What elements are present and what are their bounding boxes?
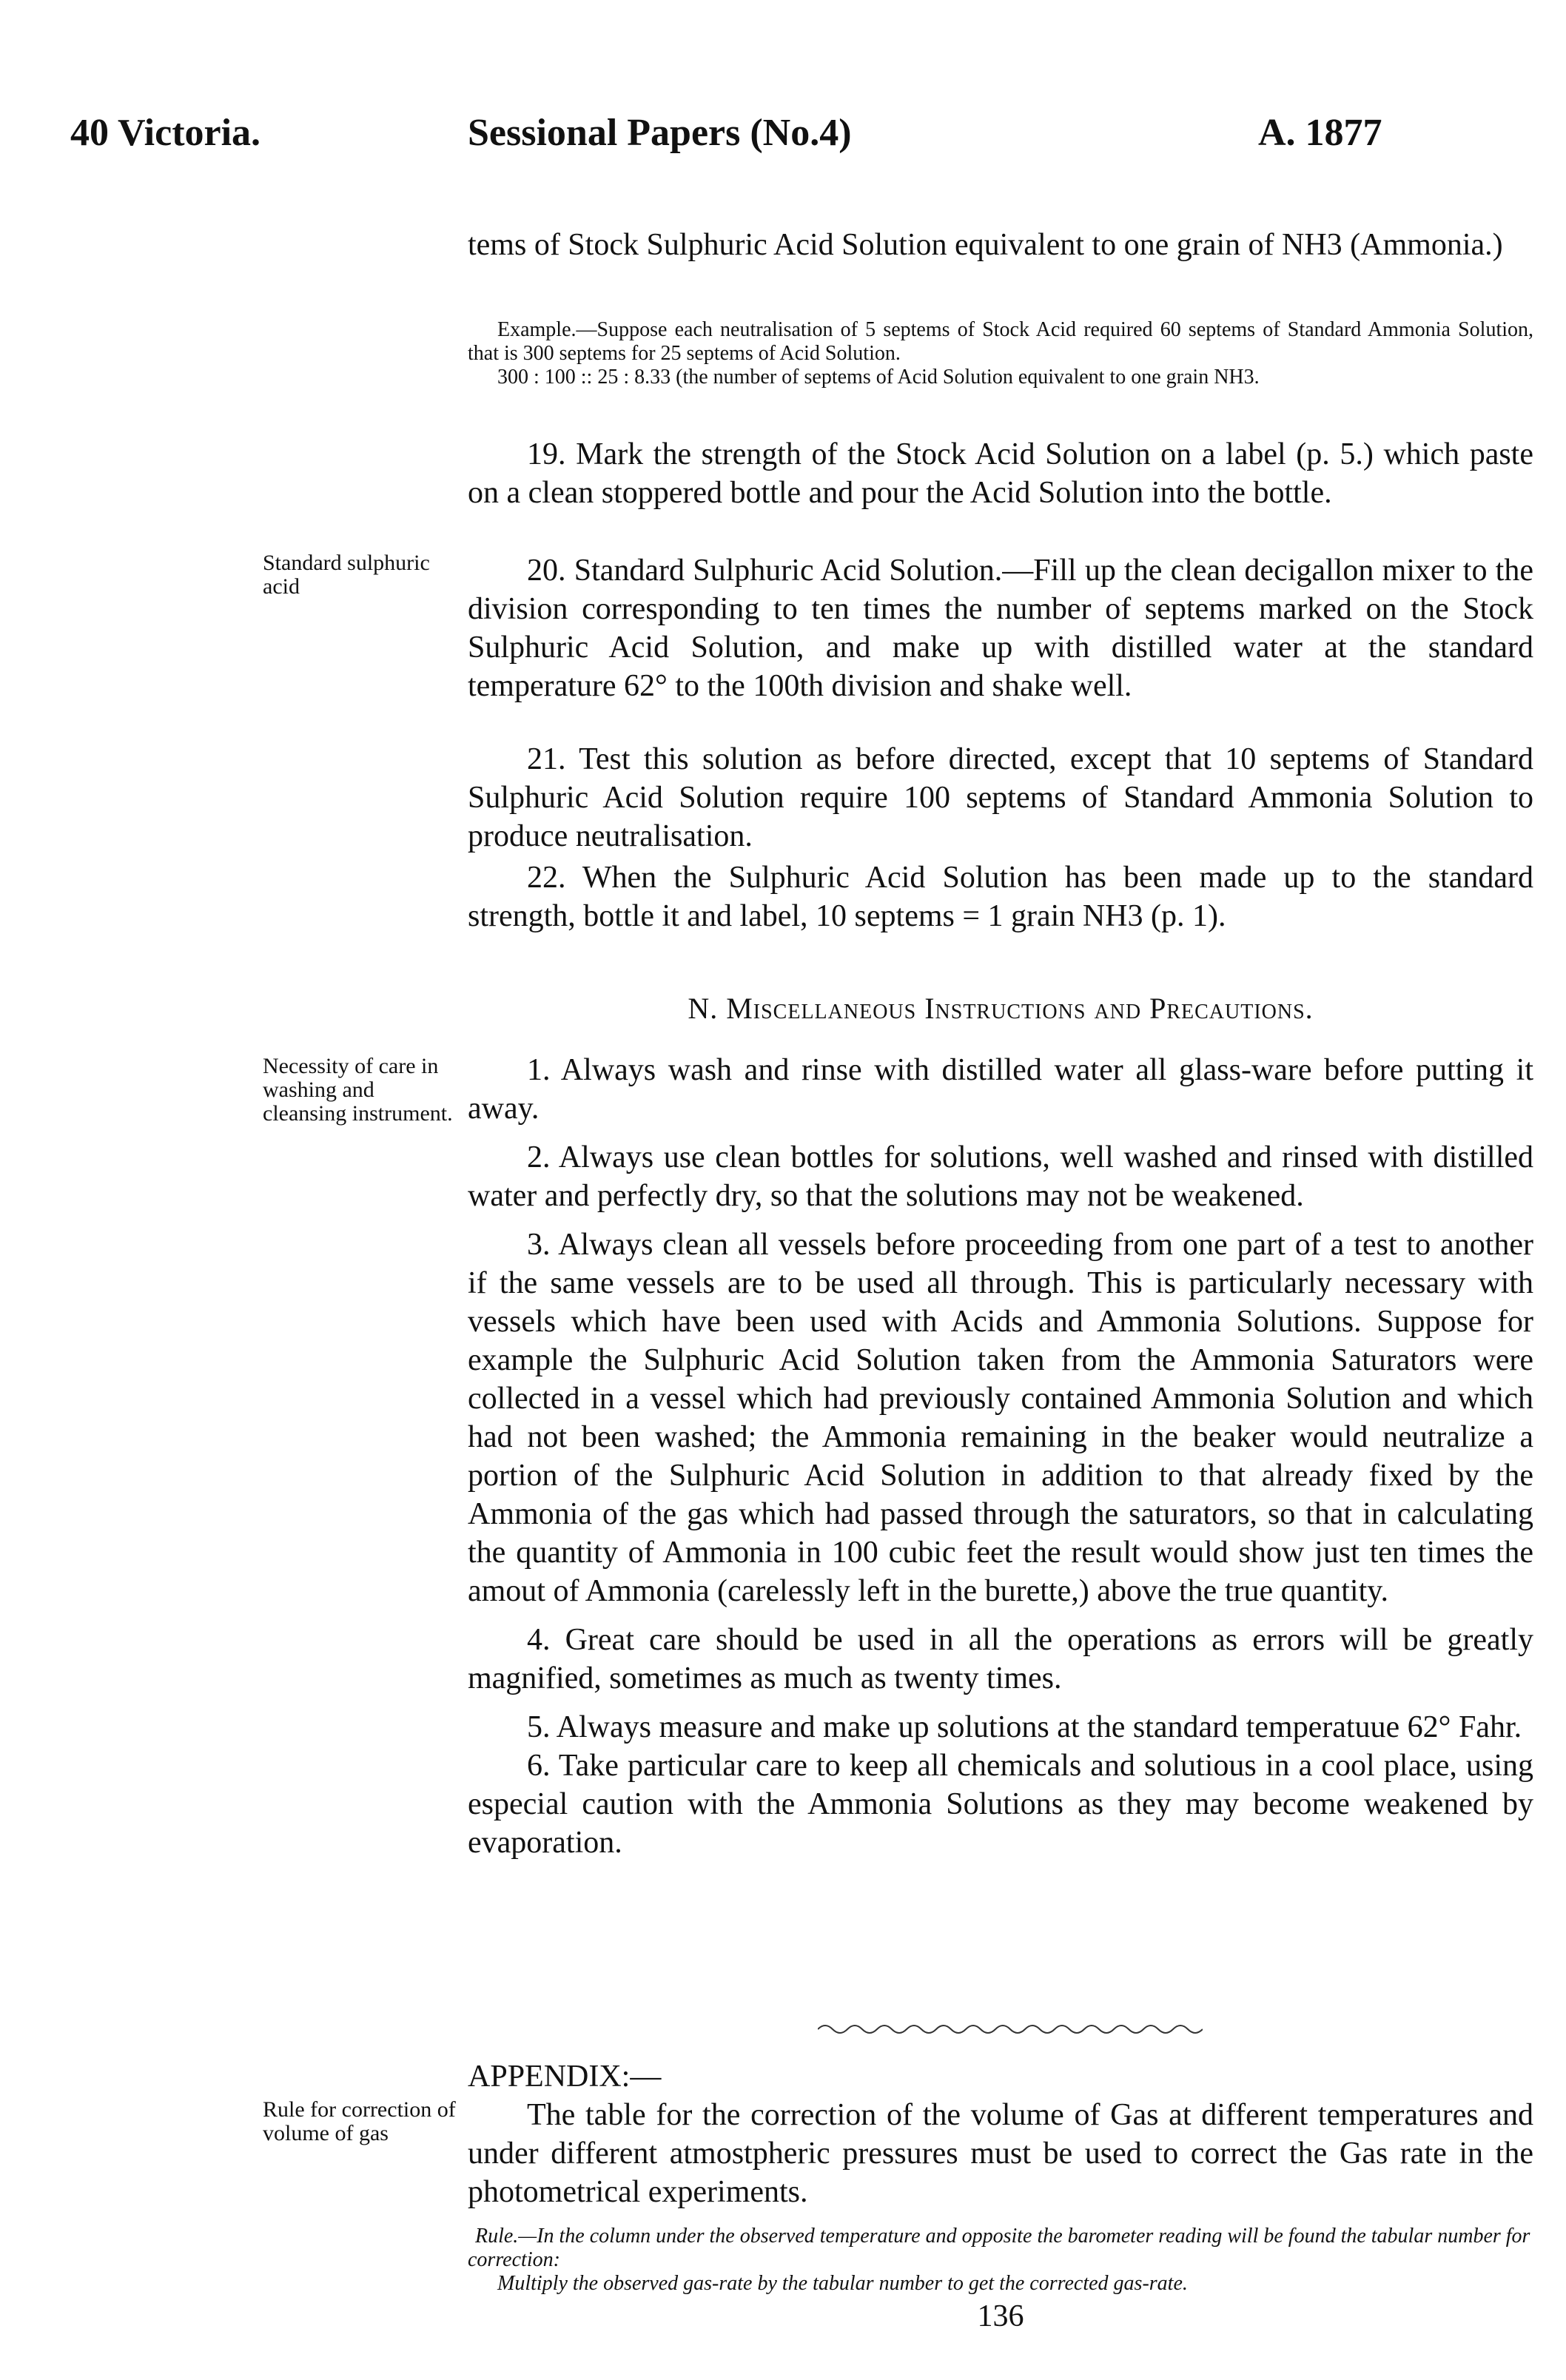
paragraph-m6: 6. Take particular care to keep all chemicals and solutious in a cool place, using especial caution with the Ammonia Solutions as they may become weakened by evaporation. [468, 1749, 1533, 1860]
page-number: 136 [977, 2299, 1024, 2333]
paragraph-19: 19. Mark the strength of the Stock Acid Solution on a label (p. 5.) which paste on a clean stoppered bottle and pour the Acid Solution into the bottle. [468, 437, 1533, 510]
example-block [468, 318, 1533, 389]
appendix-text: The table for the correction of the volume of Gas at different temperatures and under different atmostpheric pressures must be used to correct the Gas rate in the photometrical experiments. [468, 2098, 1533, 2209]
paragraph-m1: 1. Always wash and rinse with distilled water all glass-ware before putting it away. [468, 1053, 1533, 1126]
precautions-block [468, 1051, 1533, 1862]
body-top [468, 226, 1533, 264]
step-21 [468, 740, 1533, 855]
step-20 [468, 551, 1533, 705]
paragraph-22: 22. When the Sulphuric Acid Solution has been made up to the standard strength, bottle it and label, 10 septems = 1 grain NH3 (p. 1). [468, 861, 1533, 933]
running-header [0, 111, 1566, 170]
paragraph-tems: tems of Stock Sulphuric Acid Solution equivalent to one grain of NH3 (Ammonia.) [468, 228, 1503, 262]
rule-text-2: Multiply the observed gas-rate by the tabular number to get the corrected gas-rate. [497, 2272, 1188, 2295]
section-heading [468, 990, 1533, 1027]
sidenote-rule-correction: Rule for correction of volume of gas [263, 2097, 456, 2145]
paragraph-m4: 4. Great care should be used in all the operations as errors will be greatly magnified, sometimes as much as twenty times. [468, 1623, 1533, 1695]
appendix-block [468, 2057, 1533, 2336]
paragraph-m2: 2. Always use clean bottles for solutions, well washed and rinsed with distilled water and perfectly dry, so that the solutions may not be weakened. [468, 1140, 1533, 1213]
header-left: 40 Victoria. [70, 112, 261, 154]
header-title: Sessional Papers (No.4) [468, 112, 852, 154]
paragraph-m3: 3. Always clean all vessels before proceeding from one part of a test to another if the same vessels are to be used all through. This is particularly necessary with vessels which have been used with Acids and Ammonia Solutions. Suppose for example the Sulphuric Acid Solution taken from the Ammonia Saturators were collected in a vessel which had previously contained Ammonia Solution and which had not been washed; the Ammonia remaining in the beaker would neutralize a portion of the Sulphuric Acid Solution in addition to that already fixed by the Ammonia of the gas which had passed through the saturators, so that in calculating the quantity of Ammonia in 100 cubic feet the result would show just ten times the amout of Ammonia (carelessly left in the burette,) above the true quantity. [468, 1228, 1533, 1608]
step-22 [468, 858, 1533, 935]
section-heading-n: N. Miscellaneous Instructions and Precautions. [688, 992, 1314, 1025]
sidenote-necessity: Necessity of care in washing and cleansing instrument. [263, 1054, 453, 1126]
paragraph-m5: 5. Always measure and make up solutions at the standard temperatuue 62° Fahr. [527, 1710, 1522, 1744]
section-divider [818, 2020, 1203, 2038]
sidenote-standard-sulphuric: Standard sulphuric acid [263, 551, 430, 599]
appendix-title: APPENDIX:— [468, 2060, 662, 2094]
paragraph-example: Example.—Suppose each neutralisation of 5 septems of Stock Acid required 60 septems of Standard Ammonia Solution, that is 300 septems for 25 septems of Acid Solution. [468, 318, 1533, 365]
paragraph-20: 20. Standard Sulphuric Acid Solution.—Fill up the clean decigallon mixer to the division corresponding to ten times the number of septems marked on the Stock Sulphuric Acid Solution, and make up with distilled water at the standard temperature 62° to the 100th division and shake well. [468, 554, 1533, 703]
paragraph-ratio: 300 : 100 :: 25 : 8.33 (the number of septems of Acid Solution equivalent to one grain NH3. [497, 366, 1260, 389]
rule-text-1: Rule.—In the column under the observed temperature and opposite the barometer reading will be found the tabular number for correction: [468, 2225, 1530, 2271]
header-right: A. 1877 [1258, 112, 1382, 154]
paragraph-21: 21. Test this solution as before directed, except that 10 septems of Standard Sulphuric Acid Solution require 100 septems of Standard Ammonia Solution to produce neutralisation. [468, 742, 1533, 853]
steps-block [468, 435, 1533, 512]
